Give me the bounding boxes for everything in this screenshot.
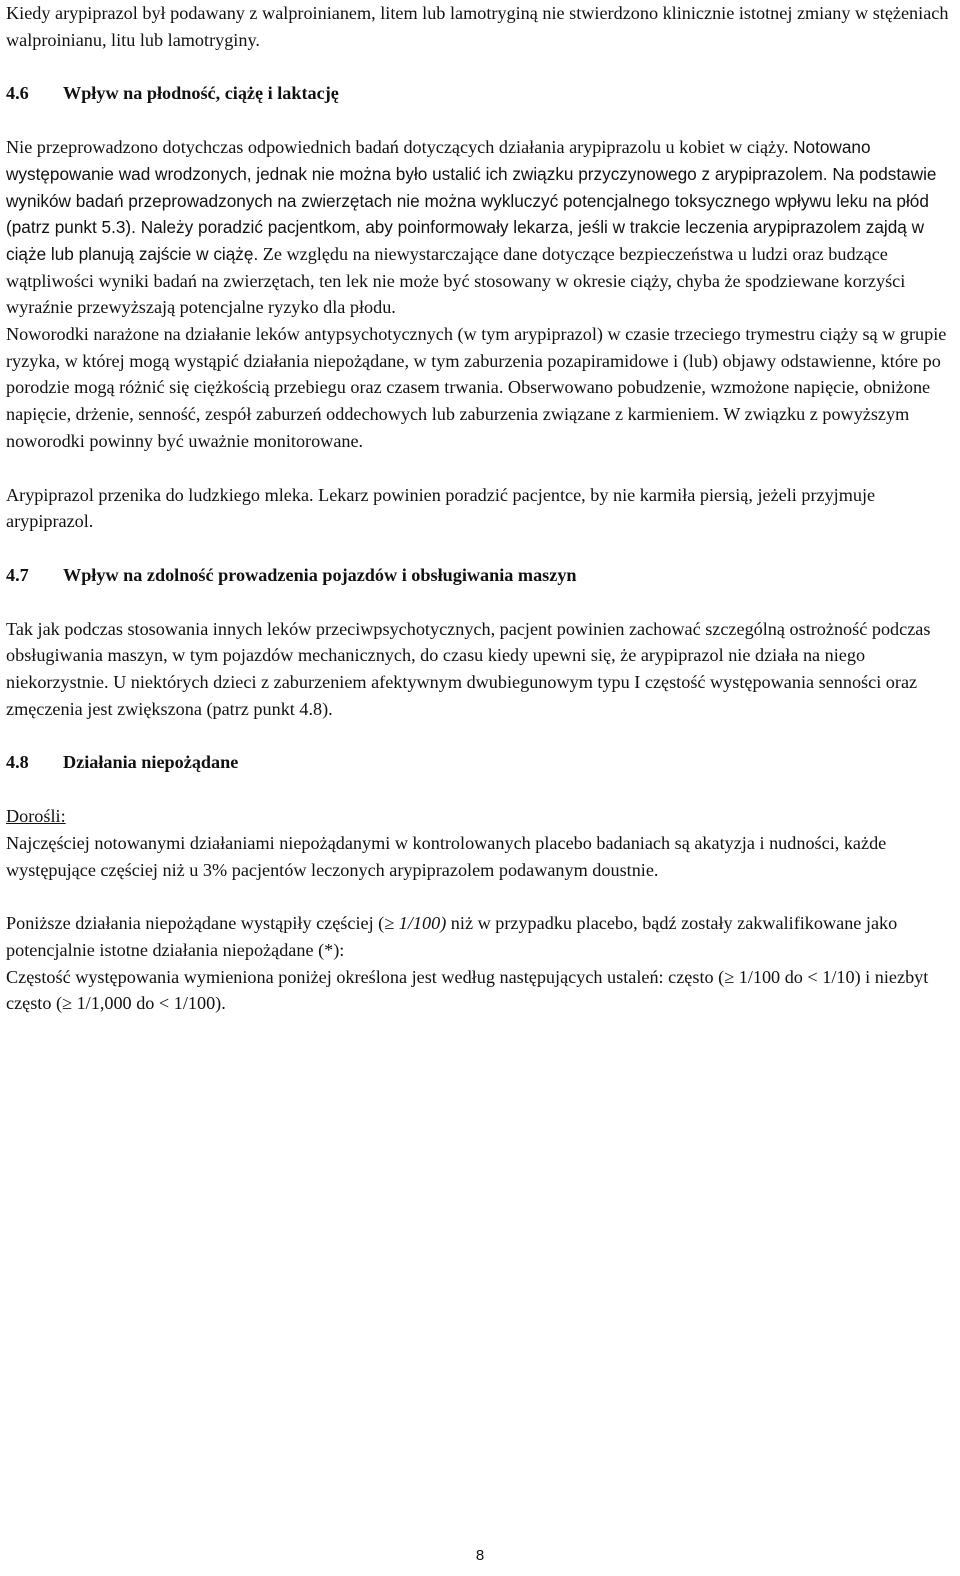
text-run: Poniższe działania niepożądane wystąpiły częściej (: [6, 913, 385, 934]
text-run: Na podstawie wyników badań przeprowadzonych na zwierzętach nie można wykluczyć potencjalnego toksycznego wpływu leku na płód (patrz punkt 5.3).: [6, 163, 937, 238]
section-4-6-heading: [6, 80, 956, 107]
section-title: Wpływ na płodność, ciążę i laktację: [63, 83, 339, 104]
document-page: [6, 0, 956, 1017]
text-run: ≥ 1/100): [384, 913, 447, 934]
lactation-paragraph: Arypiprazol przenika do ludzkiego mleka. Lekarz powinien poradzić pacjentce, by nie karmiła piersią, jeżeli przyjmuje arypiprazol.: [6, 484, 876, 532]
text-run: Należy poradzić pacjentkom, aby poinformowały lekarza, jeśli w trakcie leczenia arypiprazolem zajdą w ciąże lub planują zajście w ciążę.: [6, 217, 925, 264]
section-title: Wpływ na zdolność prowadzenia pojazdów i obsługiwania maszyn: [63, 564, 577, 585]
newborn-paragraph: Noworodki narażone na działanie leków antypsychotycznych (w tym arypiprazol) w czasie trzeciego trymestru ciąży są w grupie ryzyka, w której mogą wystąpić działania niepożądane, w tym zaburzenia pozapiramidowe i (lub) objawy odstawienne, które po porodzie mogą różnić się ciężkością przebiegu oraz czasem trwania. Obserwowano pobudzenie, wzmożone napięcie, obniżone napięcie, drżenie, senność, zespół zaburzeń oddechowych lub zaburzenia związane z karmieniem. W związku z powyższym noworodki powinny być uważnie monitorowane.: [6, 324, 947, 451]
intro-paragraph: Kiedy arypiprazol był podawany z walproinianem, litem lub lamotryginą nie stwierdzono klinicznie istotnej zmiany w stężeniach walproinianu, litu lub lamotryginy.: [6, 3, 949, 50]
section-title: Działania niepożądane: [63, 752, 239, 773]
frequency-definition-paragraph: Częstość występowania wymieniona poniżej określona jest według następujących ustaleń: często (≥ 1/100 do < 1/10) i niezbyt często (≥ 1/1,000 do < 1/100).: [6, 966, 929, 1014]
page-number: 8: [475, 1547, 485, 1564]
adverse-list-intro-paragraph: [6, 910, 956, 963]
pregnancy-paragraph: [6, 134, 956, 321]
text-run: Nie przeprowadzono dotychczas odpowiednich badań dotyczących działania arypiprazolu u kobiet w ciąży.: [6, 137, 794, 158]
section-number: 4.8: [6, 752, 29, 773]
adults-subheading: Dorośli:: [6, 806, 66, 827]
text-run: Ze względu na niewystarczające dane dotyczące bezpieczeństwa u ludzi oraz budzące wątpliwości wyniki badań na zwierzętach, ten lek nie może być stosowany w okresie ciąży, chyba że spodziewane korzyści wyraźnie przewyższają potencjalne ryzyko dla płodu.: [6, 243, 906, 318]
section-number: 4.6: [6, 83, 29, 104]
driving-paragraph: Tak jak podczas stosowania innych leków przeciwpsychotycznych, pacjent powinien zachować szczególną ostrożność podczas obsługiwania maszyn, w tym pojazdów mechanicznych, do czasu kiedy upewni się, że arypiprazol nie działa na niego niekorzystnie. U niektórych dzieci z zaburzeniem afektywnym dwubiegunowym typu I częstość występowania senności oraz zmęczenia jest zwiększona (patrz punkt 4.8).: [6, 618, 931, 719]
section-4-8-heading: [6, 749, 956, 776]
section-4-7-heading: [6, 562, 956, 589]
text-run: niż w przypadku placebo, bądź zostały zakwalifikowane jako potencjalnie istotne działania niepożądane (*):: [6, 913, 898, 960]
section-number: 4.7: [6, 564, 29, 585]
adverse-summary-paragraph: Najczęściej notowanymi działaniami niepożądanymi w kontrolowanych placebo badaniach są akatyzja i nudności, każde występujące częściej niż u 3% pacjentów leczonych arypiprazolem podawanym doustnie.: [6, 832, 887, 880]
text-run: Notowano występowanie wad wrodzonych, jednak nie można było ustalić ich związku przyczynowego z arypiprazolem.: [6, 137, 871, 184]
